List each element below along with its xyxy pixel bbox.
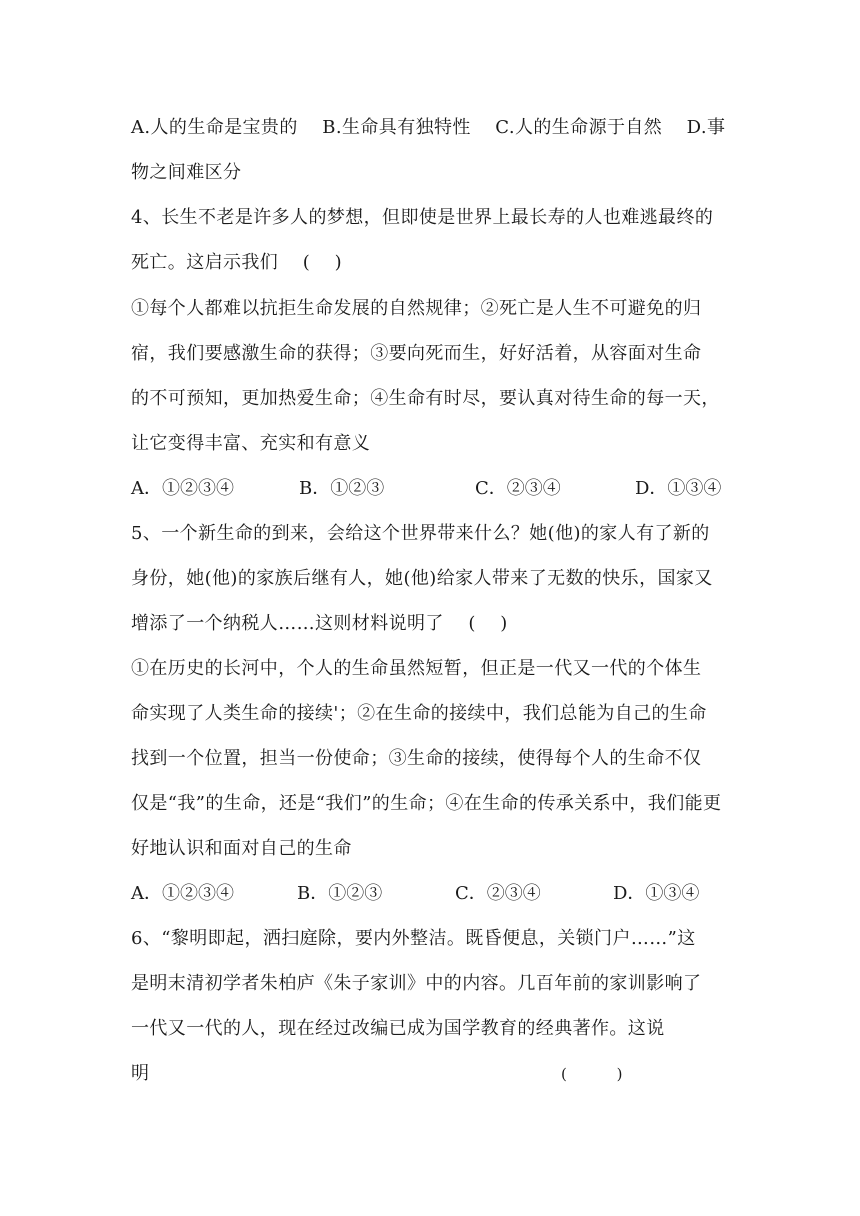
q3-options-line-2: 物之间难区分 (131, 162, 242, 183)
q3-options-line-1: A.人的生命是宝贵的 B.生命具有独特性 C.人的生命源于自然 D.事 (131, 117, 726, 138)
q6-stem-line: 6、“黎明即起，洒扫庭除，要内外整洁。既昏便息，关锁门户……”这 (131, 928, 696, 949)
q5-statement-line: ①在历史的长河中，个人的生命虽然短暂，但正是一代又一代的个体生 (131, 658, 702, 679)
q5-option-c: C．②③④ (455, 883, 541, 904)
q4-statement-line: 的不可预知，更加热爱生命；④生命有时尽，要认真对待生命的每一天， (131, 388, 720, 409)
q5-option-b: B．①②③ (297, 883, 383, 904)
q5-stem-line: 增添了一个纳税人……这则材料说明了 ( ) (131, 613, 508, 634)
q5-options (131, 881, 731, 907)
q4-statement-line: ①每个人都难以抗拒生命发展的自然规律；②死亡是人生不可避免的归 (131, 298, 702, 319)
q6-stem-line: 是明末清初学者朱柏庐《朱子家训》中的内容。几百年前的家训影响了 (131, 973, 702, 994)
q4-option-b: B．①②③ (299, 478, 385, 499)
q5-option-a: A．①②③④ (131, 883, 234, 904)
q6-last-word: 明 (131, 1063, 149, 1084)
q4-stem-line-1: 4、长生不老是许多人的梦想，但即使是世界上最长寿的人也难逃最终的 (131, 207, 714, 228)
q5-option-d: D．①③④ (613, 883, 700, 904)
q5-stem-line: 身份，她(他)的家族后继有人，她(他)给家人带来了无数的快乐，国家又 (131, 568, 713, 589)
q4-statement-line: 宿，我们要感激生命的获得；③要向死而生，好好活着，从容面对生命 (131, 343, 702, 364)
q6-stem-last-line (131, 1061, 731, 1087)
q5-stem-line: 5、一个新生命的到来，会给这个世界带来什么？她(他)的家人有了新的 (131, 523, 710, 544)
q5-statement-line: 好地认识和面对自己的生命 (131, 838, 352, 859)
q4-stem-line-2: 死亡。这启示我们 ( ) (131, 252, 343, 273)
q4-option-c: C．②③④ (475, 478, 561, 499)
q5-statement-line: 命实现了人类生命的接续'；②在生命的接续中，我们总能为自己的生命 (131, 703, 707, 724)
q4-options (131, 476, 731, 502)
q4-option-d: D．①③④ (635, 478, 722, 499)
q6-stem-line: 一代又一代的人，现在经过改编已成为国学教育的经典著作。这说 (131, 1018, 665, 1039)
q5-statement-line: 找到一个位置，担当一份使命；③生命的接续，使得每个人的生命不仅 (131, 748, 702, 769)
q5-statement-line: 仅是“我”的生命，还是“我们”的生命；④在生命的传承关系中，我们能更 (131, 793, 722, 814)
q6-answer-paren: ( ) (561, 1065, 623, 1083)
q4-statement-line: 让它变得丰富、充实和有意义 (131, 433, 371, 454)
q4-option-a: A．①②③④ (131, 478, 234, 499)
